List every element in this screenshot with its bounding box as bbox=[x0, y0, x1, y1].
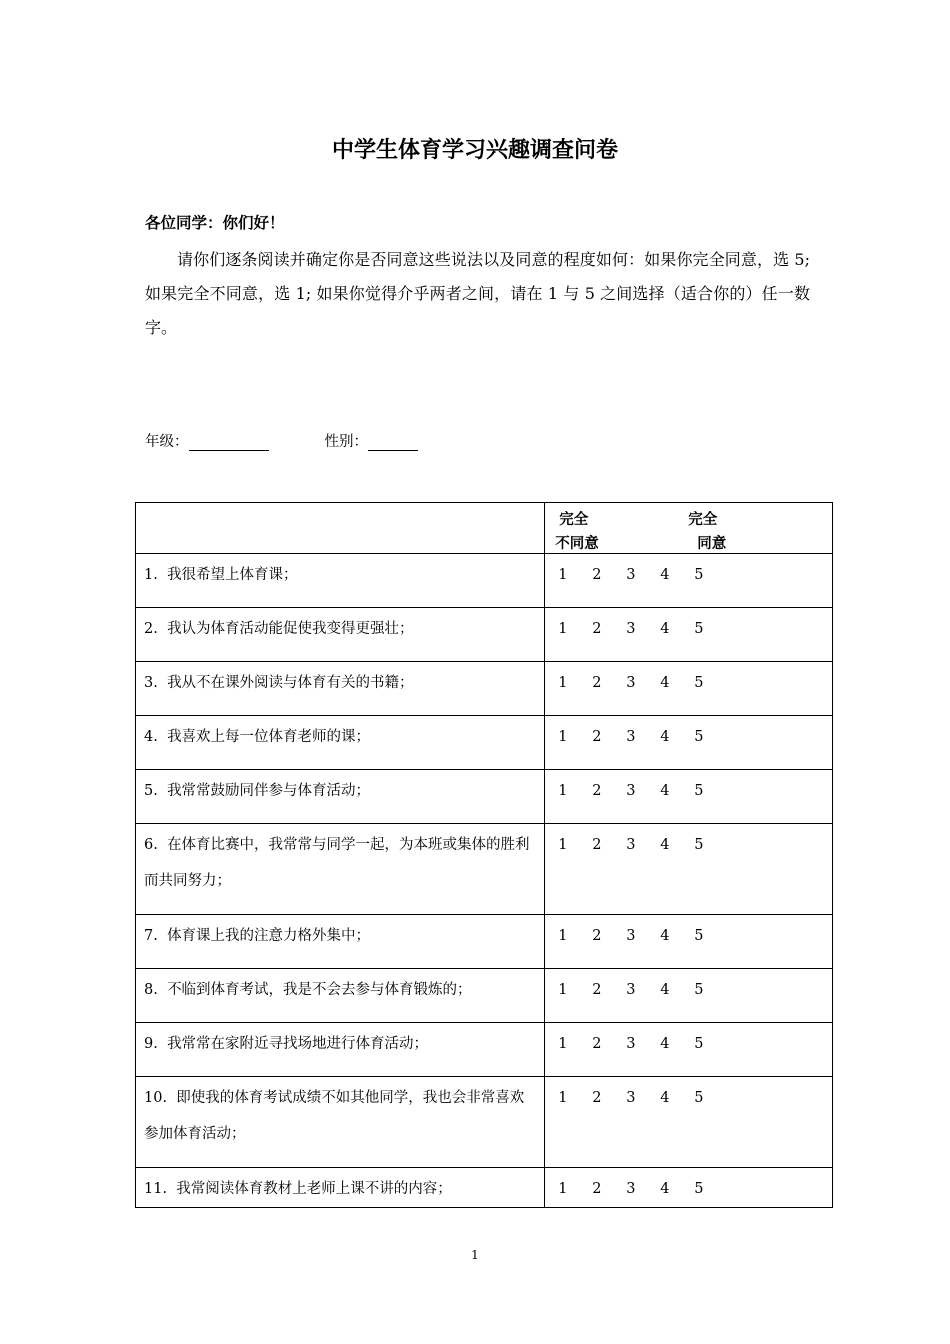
survey-table bbox=[135, 502, 833, 1208]
rating-option[interactable]: 2 bbox=[592, 567, 602, 583]
rating-option[interactable]: 5 bbox=[694, 729, 704, 745]
question-number: 9. bbox=[144, 1036, 158, 1052]
rating-option[interactable]: 3 bbox=[626, 982, 636, 998]
rating-option[interactable]: 2 bbox=[592, 1181, 602, 1197]
rating-option[interactable]: 3 bbox=[626, 837, 636, 853]
rating-option[interactable]: 3 bbox=[626, 1181, 636, 1197]
question-text: 体育课上我的注意力格外集中； bbox=[167, 928, 371, 944]
rating-option[interactable]: 5 bbox=[694, 982, 704, 998]
rating-option[interactable]: 4 bbox=[660, 982, 670, 998]
info-fields bbox=[145, 430, 418, 451]
header-scale-cell bbox=[545, 503, 833, 554]
question-number: 4. bbox=[144, 729, 158, 745]
rating-cell bbox=[545, 824, 833, 915]
rating-option[interactable]: 3 bbox=[626, 729, 636, 745]
question-text: 即使我的体育考试成绩不如其他同学，我也会非常喜欢参加体育活动； bbox=[144, 1090, 525, 1142]
rating-cell bbox=[545, 554, 833, 608]
grade-label: 年级： bbox=[145, 434, 189, 450]
rating-option[interactable]: 1 bbox=[558, 928, 568, 944]
scale-left-bottom: 不同意 bbox=[555, 536, 599, 552]
rating-option[interactable]: 3 bbox=[626, 1036, 636, 1052]
instructions-paragraph: 请你们逐条阅读并确定你是否同意这些说法以及同意的程度如何：如果你完全同意，选 5; 如果完全不同意，选 1; 如果你觉得介乎两者之间，请在 1 与 5 之间选择（适合你的）任一数字。 bbox=[145, 250, 810, 337]
rating-option[interactable]: 2 bbox=[592, 783, 602, 799]
page-title: 中学生体育学习兴趣调查问卷 bbox=[331, 138, 618, 163]
rating-option[interactable]: 3 bbox=[626, 621, 636, 637]
rating-option[interactable]: 1 bbox=[558, 837, 568, 853]
grade-blank[interactable] bbox=[189, 434, 269, 451]
rating-option[interactable]: 2 bbox=[592, 928, 602, 944]
rating-option[interactable]: 2 bbox=[592, 982, 602, 998]
rating-cell bbox=[545, 969, 833, 1023]
rating-option[interactable]: 4 bbox=[660, 928, 670, 944]
rating-cell bbox=[545, 770, 833, 824]
rating-option[interactable]: 1 bbox=[558, 621, 568, 637]
question-cell bbox=[136, 824, 545, 915]
rating-option[interactable]: 2 bbox=[592, 837, 602, 853]
rating-option[interactable]: 5 bbox=[694, 1036, 704, 1052]
rating-option[interactable]: 4 bbox=[660, 837, 670, 853]
rating-cell bbox=[545, 1168, 833, 1208]
rating-option[interactable]: 1 bbox=[558, 567, 568, 583]
rating-option[interactable]: 4 bbox=[660, 621, 670, 637]
rating-option[interactable]: 2 bbox=[592, 1090, 602, 1106]
rating-option[interactable]: 1 bbox=[558, 783, 568, 799]
question-number: 7. bbox=[144, 928, 158, 944]
rating-option[interactable]: 5 bbox=[694, 928, 704, 944]
question-number: 2. bbox=[144, 621, 158, 637]
rating-option[interactable]: 5 bbox=[694, 621, 704, 637]
greeting: 各位同学：你们好！ bbox=[145, 214, 285, 232]
rating-option[interactable]: 2 bbox=[592, 621, 602, 637]
rating-option[interactable]: 3 bbox=[626, 783, 636, 799]
rating-cell bbox=[545, 1023, 833, 1077]
rating-option[interactable]: 3 bbox=[626, 1090, 636, 1106]
table-row bbox=[136, 1077, 833, 1168]
rating-cell bbox=[545, 608, 833, 662]
gender-label: 性别： bbox=[324, 434, 368, 450]
question-text: 我很希望上体育课； bbox=[167, 567, 298, 583]
question-text: 我常常鼓励同伴参与体育活动； bbox=[167, 783, 371, 799]
question-text: 我常阅读体育教材上老师上课不讲的内容； bbox=[176, 1181, 452, 1197]
rating-option[interactable]: 4 bbox=[660, 783, 670, 799]
rating-option[interactable]: 1 bbox=[558, 729, 568, 745]
rating-option[interactable]: 1 bbox=[558, 675, 568, 691]
question-number: 3. bbox=[144, 675, 158, 691]
question-number: 6. bbox=[144, 837, 158, 853]
question-text: 我喜欢上每一位体育老师的课； bbox=[167, 729, 371, 745]
table-row bbox=[136, 824, 833, 915]
question-text: 我认为体育活动能促使我变得更强壮； bbox=[167, 621, 414, 637]
rating-option[interactable]: 3 bbox=[626, 928, 636, 944]
question-number: 5. bbox=[144, 783, 158, 799]
rating-option[interactable]: 1 bbox=[558, 982, 568, 998]
rating-option[interactable]: 1 bbox=[558, 1036, 568, 1052]
rating-option[interactable]: 5 bbox=[694, 567, 704, 583]
rating-option[interactable]: 5 bbox=[694, 675, 704, 691]
question-text: 在体育比赛中，我常常与同学一起，为本班或集体的胜利而共同努力； bbox=[144, 837, 530, 889]
rating-option[interactable]: 1 bbox=[558, 1090, 568, 1106]
rating-option[interactable]: 4 bbox=[660, 567, 670, 583]
rating-option[interactable]: 4 bbox=[660, 1036, 670, 1052]
rating-option[interactable]: 2 bbox=[592, 729, 602, 745]
rating-option[interactable]: 1 bbox=[558, 1181, 568, 1197]
rating-option[interactable]: 3 bbox=[626, 675, 636, 691]
question-number: 1. bbox=[144, 567, 158, 583]
scale-right-top: 完全 bbox=[688, 512, 718, 528]
rating-option[interactable]: 3 bbox=[626, 567, 636, 583]
rating-option[interactable]: 4 bbox=[660, 1090, 670, 1106]
question-text: 我常常在家附近寻找场地进行体育活动； bbox=[167, 1036, 429, 1052]
rating-cell bbox=[545, 662, 833, 716]
rating-cell bbox=[545, 915, 833, 969]
rating-option[interactable]: 5 bbox=[694, 837, 704, 853]
page-number: 1 bbox=[471, 1248, 479, 1262]
question-cell bbox=[136, 1077, 545, 1168]
rating-option[interactable]: 4 bbox=[660, 675, 670, 691]
question-cell bbox=[136, 1168, 545, 1208]
question-number: 10. bbox=[144, 1090, 168, 1106]
table-row bbox=[136, 1168, 833, 1208]
rating-option[interactable]: 5 bbox=[694, 1090, 704, 1106]
gender-blank[interactable] bbox=[368, 434, 418, 451]
rating-option[interactable]: 5 bbox=[694, 1181, 704, 1197]
rating-option[interactable]: 4 bbox=[660, 729, 670, 745]
question-text: 不临到体育考试，我是不会去参与体育锻炼的； bbox=[167, 982, 472, 998]
scale-left-top: 完全 bbox=[559, 512, 589, 528]
rating-option[interactable]: 2 bbox=[592, 1036, 602, 1052]
rating-cell bbox=[545, 1077, 833, 1168]
question-number: 11. bbox=[144, 1181, 168, 1197]
question-text: 我从不在课外阅读与体育有关的书籍； bbox=[167, 675, 414, 691]
rating-option[interactable]: 2 bbox=[592, 675, 602, 691]
rating-option[interactable]: 5 bbox=[694, 783, 704, 799]
rating-cell bbox=[545, 716, 833, 770]
scale-right-bottom: 同意 bbox=[697, 536, 727, 552]
rating-option[interactable]: 4 bbox=[660, 1181, 670, 1197]
question-number: 8. bbox=[144, 982, 158, 998]
